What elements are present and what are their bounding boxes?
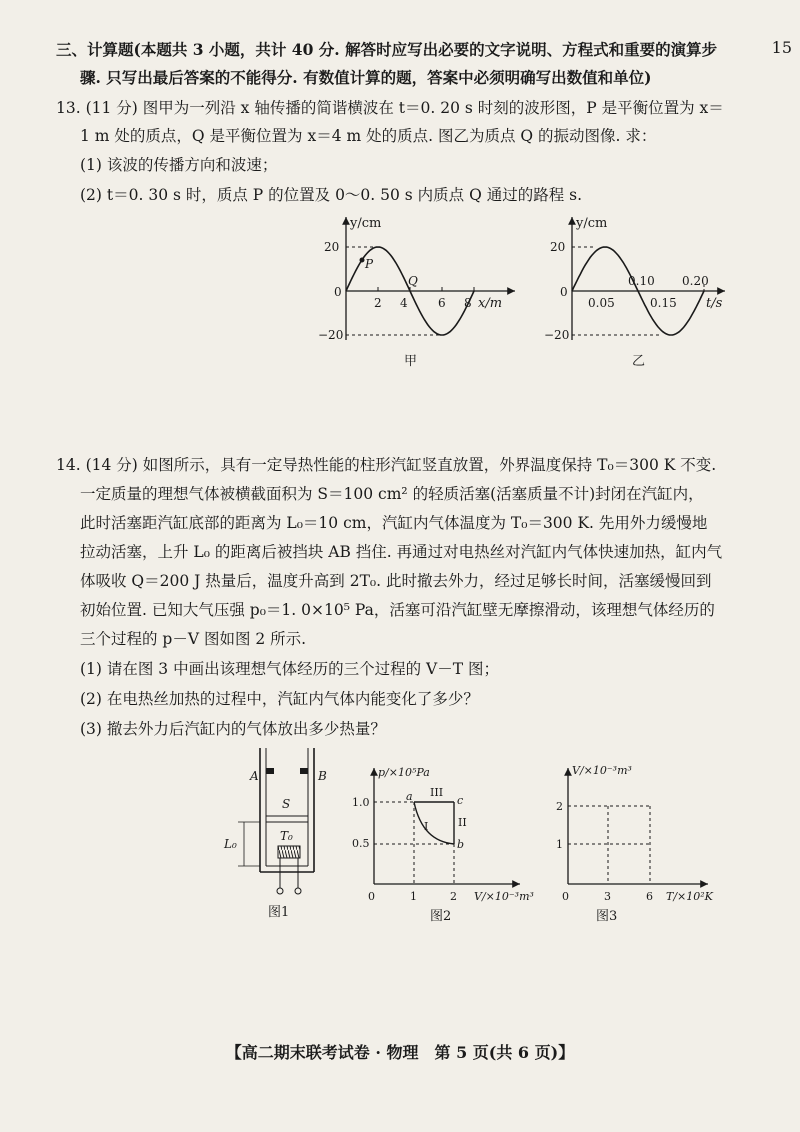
edge-page-number: 15: [771, 38, 792, 57]
jia-ytick-20: 20: [324, 240, 340, 254]
label-B: B: [318, 769, 327, 783]
section-heading-line2: 骤. 只写出最后答案的不能得分. 有数值计算的题，答案中必须明确写出数值和单位): [80, 68, 652, 87]
fig2-ytick-05: 0.5: [352, 837, 370, 850]
figure-2-pV: [352, 760, 542, 925]
fig2-xtick-2: 2: [450, 890, 457, 903]
label-A: A: [250, 769, 259, 783]
q14-line2: 一定质量的理想气体被横截面积为 S＝100 cm² 的轻质活塞(活塞质量不计)封闭在汽缸内，: [80, 485, 704, 503]
section-heading-line1: 三、计算题(本题共 3 小题，共计 40 分. 解答时应写出必要的文字说明、方程式和重要的演算步: [56, 40, 718, 59]
fig3-xtick-0: 0: [562, 890, 569, 903]
jia-xtick-6: 6: [438, 296, 446, 310]
fig3-caption: 图3: [596, 909, 618, 924]
q14-line4: 拉动活塞，上升 L₀ 的距离后被挡块 AB 挡住. 再通过对电热丝对汽缸内气体快速加热，缸内气: [80, 543, 723, 561]
figure-yi: [540, 205, 740, 375]
fig3-xtick-3: 3: [604, 890, 611, 903]
label-T0: T₀: [280, 829, 293, 843]
q13-sub2: (2) t＝0. 30 s 时，质点 P 的位置及 0～0. 50 s 内质点 Q 通过的路程 s.: [80, 186, 583, 204]
q14-sub1: (1) 请在图 3 中画出该理想气体经历的三个过程的 V－T 图；: [80, 660, 499, 678]
q14-sub3: (3) 撤去外力后汽缸内的气体放出多少热量？: [80, 720, 386, 738]
piston: [266, 816, 308, 822]
fig2-xtick-1: 1: [410, 890, 417, 903]
heating-wire: [278, 846, 300, 858]
q14-line3: 此时活塞距汽缸底部的距离为 L₀＝10 cm，汽缸内气体温度为 T₀＝300 K. 先用外力缓慢地: [80, 514, 708, 532]
jia-x-label: x/m: [478, 296, 503, 311]
fig1-caption: 图1: [268, 905, 290, 920]
fig3-ytick-2: 2: [556, 800, 563, 813]
figure-1-cylinder: [222, 742, 342, 922]
jia-xtick-2: 2: [374, 296, 382, 310]
q13-line1: 13. (11 分) 图甲为一列沿 x 轴传播的简谐横波在 t＝0. 20 s 时刻的波形图，P 是平衡位置为 x＝: [56, 99, 724, 117]
terminal-left: [277, 888, 283, 894]
fig3-xtick-6: 6: [646, 890, 653, 903]
fig2-label-I: I: [424, 820, 429, 833]
fig2-x-label: V/×10⁻³m³: [474, 890, 534, 903]
label-L0: L₀: [224, 837, 237, 851]
figure-jia: [310, 205, 530, 375]
stop-block-A: [266, 768, 274, 774]
fig2-xtick-0: 0: [368, 890, 375, 903]
fig2-label-III: III: [430, 786, 444, 799]
fig3-y-label: V/×10⁻³m³: [572, 764, 632, 777]
yi-xtick-015: 0.15: [650, 296, 677, 310]
terminal-right: [295, 888, 301, 894]
q14-sub2: (2) 在电热丝加热的过程中，汽缸内气体内能变化了多少？: [80, 690, 479, 708]
yi-y-label: y/cm: [576, 216, 608, 231]
label-S: S: [282, 797, 291, 811]
fig3-ytick-1: 1: [556, 838, 563, 851]
jia-ytick-neg20: −20: [318, 328, 344, 342]
fig2-label-a: a: [406, 790, 413, 803]
jia-y-label: y/cm: [350, 216, 382, 231]
yi-xtick-005: 0.05: [588, 296, 615, 310]
jia-xtick-8: 8: [464, 296, 472, 310]
page-footer: 【高二期末联考试卷 · 物理 第 5 页(共 6 页)】: [225, 1043, 575, 1062]
fig2-ytick-1: 1.0: [352, 796, 370, 809]
label-Q: Q: [408, 274, 418, 288]
yi-ytick-0: 0: [560, 285, 568, 299]
yi-ytick-20: 20: [550, 240, 566, 254]
fig2-label-II: II: [458, 816, 467, 829]
fig2-caption: 图2: [430, 909, 452, 924]
yi-xtick-020: 0.20: [682, 274, 709, 288]
label-P: P: [365, 257, 374, 271]
q14-line7: 三个过程的 p－V 图如图 2 所示.: [80, 630, 307, 648]
yi-ytick-neg20: −20: [544, 328, 570, 342]
yi-caption: 乙: [632, 354, 646, 369]
fig3-x-label: T/×10²K: [666, 890, 713, 903]
q14-line1: 14. (14 分) 如图所示，具有一定导热性能的柱形汽缸竖直放置，外界温度保持 T₀＝300 K 不变.: [56, 456, 717, 474]
fig2-y-label: p/×10⁵Pa: [378, 766, 430, 779]
point-P: [360, 258, 365, 263]
jia-xtick-4: 4: [400, 296, 408, 310]
q13-line2: 1 m 处的质点，Q 是平衡位置为 x＝4 m 处的质点. 图乙为质点 Q 的振动图像. 求：: [80, 127, 657, 145]
jia-caption: 甲: [404, 354, 418, 369]
q13-sub1: (1) 该波的传播方向和波速；: [80, 156, 278, 174]
jia-ytick-0: 0: [334, 285, 342, 299]
fig2-label-c: c: [457, 794, 464, 807]
q14-line5: 体吸收 Q＝200 J 热量后，温度升高到 2T₀. 此时撤去外力，经过足够长时间，活塞缓慢回到: [80, 572, 712, 590]
stop-block-B: [300, 768, 308, 774]
q14-line6: 初始位置. 已知大气压强 p₀＝1. 0×10⁵ Pa，活塞可沿汽缸壁无摩擦滑动，该理想气体经历的: [80, 601, 715, 619]
fig2-label-b: b: [457, 838, 465, 851]
yi-xtick-010: 0.10: [628, 274, 655, 288]
figure-3-VT: [548, 760, 748, 925]
process-I-curve: [414, 802, 454, 844]
yi-x-label: t/s: [706, 296, 723, 311]
